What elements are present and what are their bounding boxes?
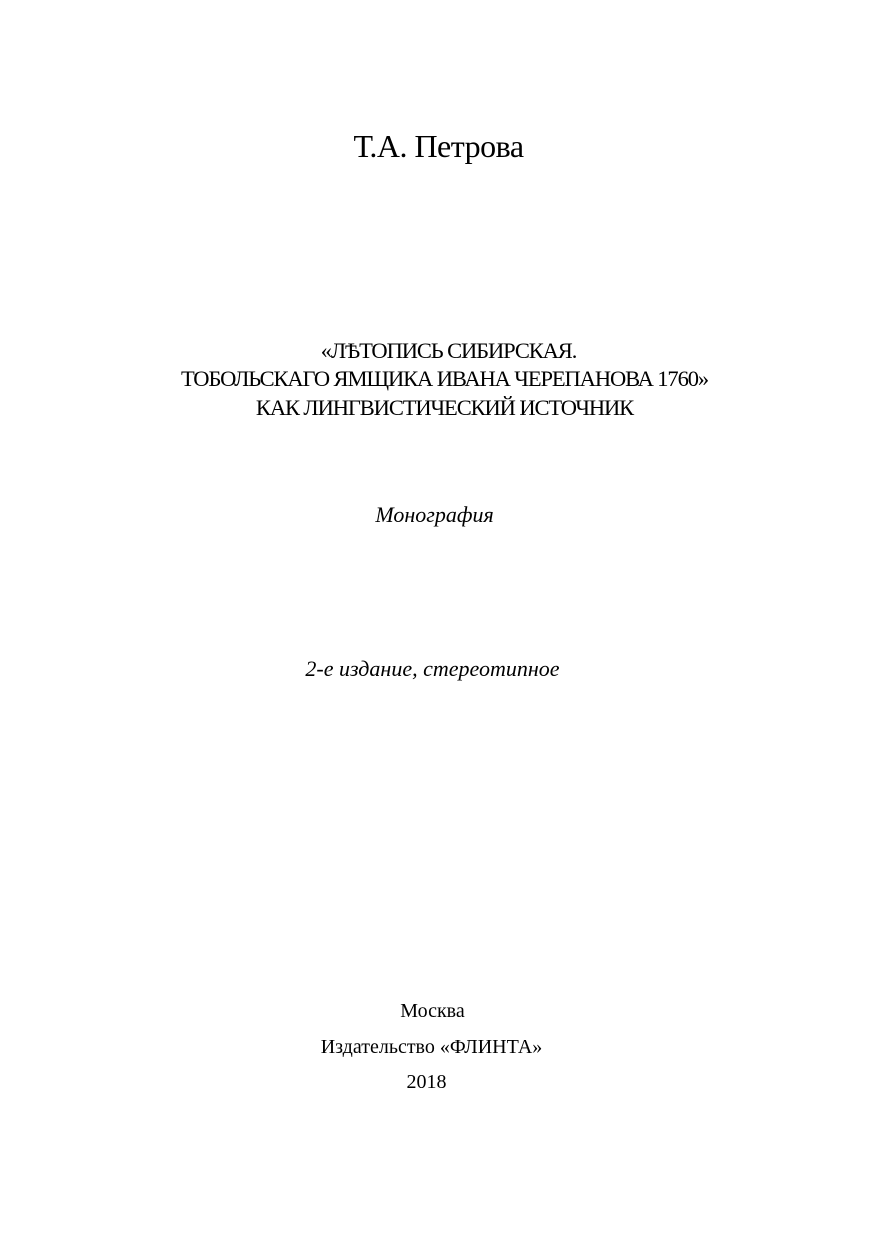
edition-label: 2-е издание, стереотипное bbox=[305, 656, 560, 681]
imprint-city: Москва bbox=[400, 1000, 465, 1022]
book-title-line-3: КАК ЛИНГВИСТИЧЕСКИЙ ИСТОЧНИК bbox=[255, 395, 634, 420]
book-title-line-1: «ЛѢТОПИСЬ СИБИРСКАЯ. bbox=[320, 338, 577, 363]
imprint-publisher: Издательство «ФЛИНТА» bbox=[320, 1036, 543, 1058]
author-name: Т.А. Петрова bbox=[353, 128, 524, 164]
book-title-line-2: ТОБОЛЬСКАГО ЯМЩИКА ИВАНА ЧЕРЕПАНОВА 1760» bbox=[180, 366, 709, 391]
genre-label: Монография bbox=[375, 502, 494, 527]
imprint-year: 2018 bbox=[406, 1071, 447, 1093]
